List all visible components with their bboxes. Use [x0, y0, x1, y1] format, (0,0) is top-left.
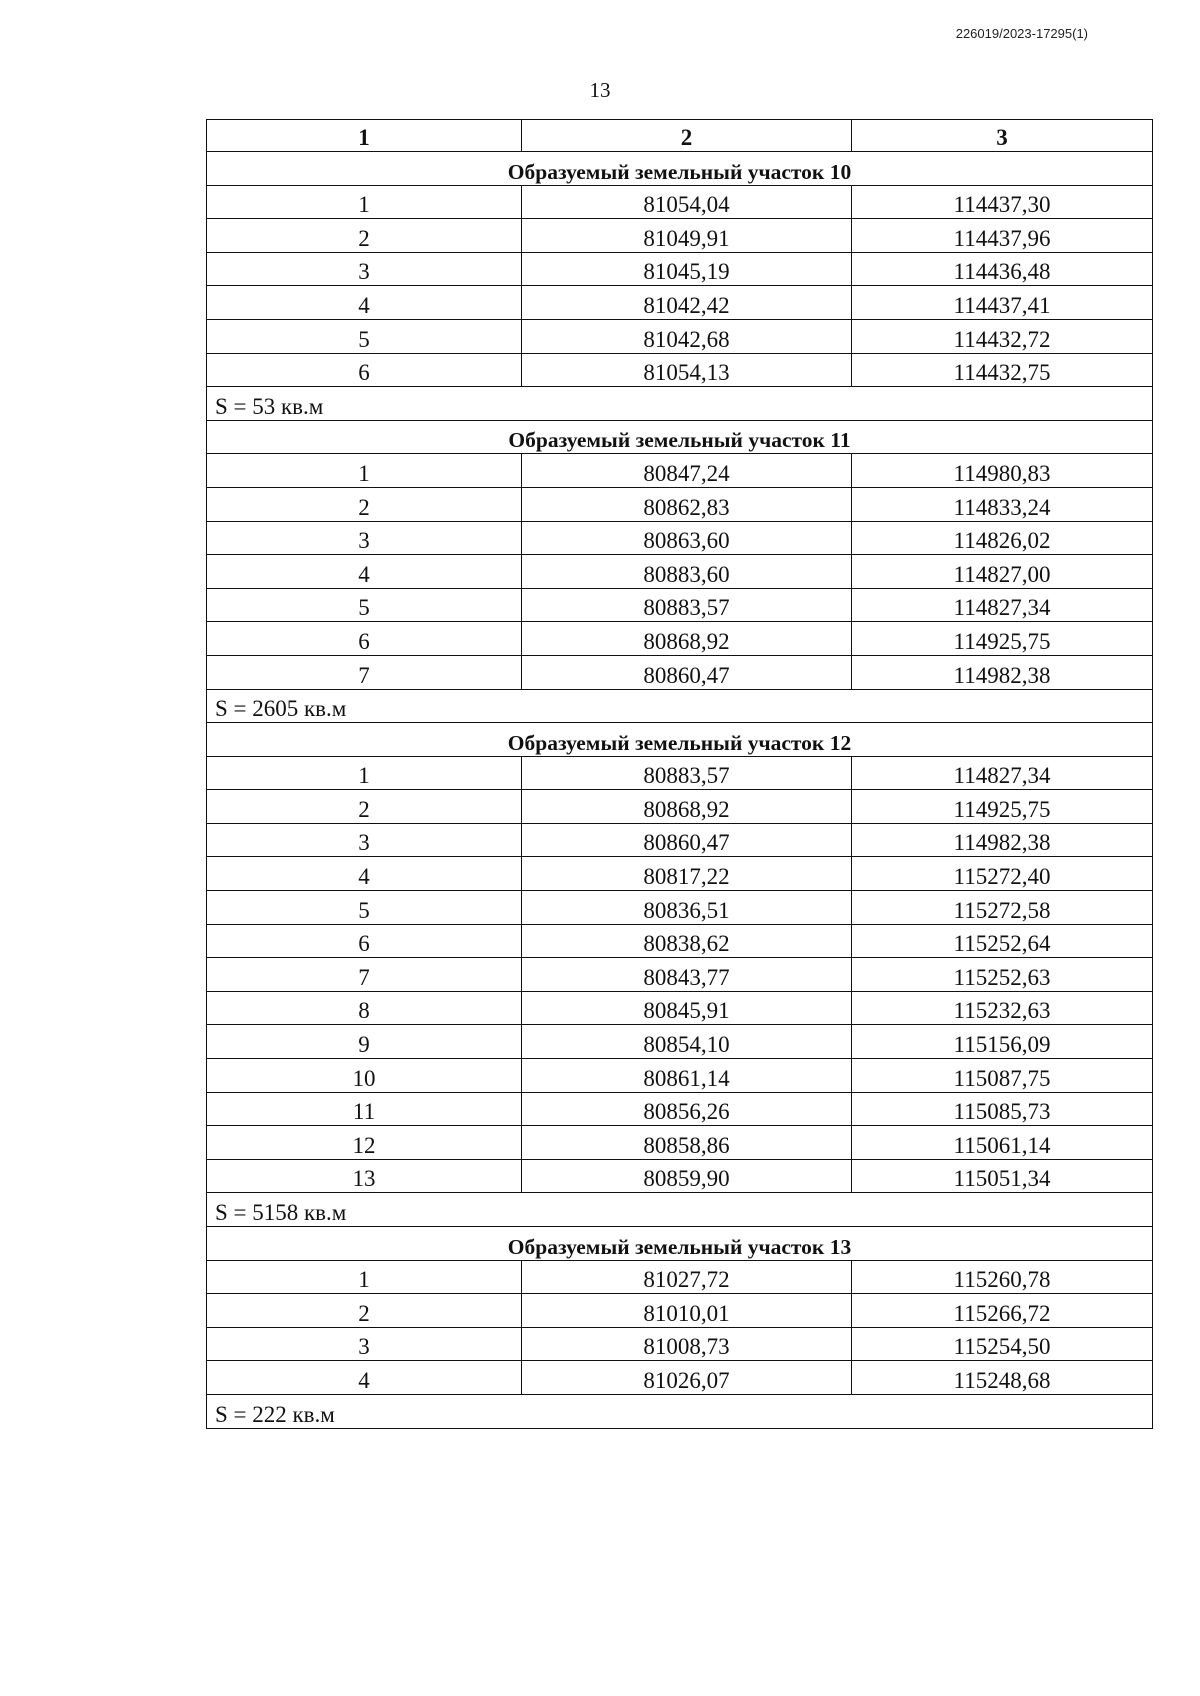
y-coordinate-cell: 114827,00 — [852, 555, 1153, 589]
x-coordinate-cell: 81054,04 — [522, 185, 852, 219]
table-row — [207, 1059, 1153, 1093]
y-coordinate-cell: 114827,34 — [852, 588, 1153, 622]
table-row — [207, 219, 1153, 253]
section-title-row — [207, 1227, 1153, 1261]
table-row — [207, 252, 1153, 286]
y-coordinate-cell: 114925,75 — [852, 622, 1153, 656]
y-coordinate-cell: 114826,02 — [852, 521, 1153, 555]
table-row — [207, 1294, 1153, 1328]
point-number-cell: 5 — [207, 319, 522, 353]
x-coordinate-cell: 80860,47 — [522, 823, 852, 857]
section-title-row — [207, 420, 1153, 454]
point-number-cell: 1 — [207, 1260, 522, 1294]
y-coordinate-cell: 115252,64 — [852, 924, 1153, 958]
table-row — [207, 891, 1153, 925]
point-number-cell: 13 — [207, 1159, 522, 1193]
point-number-cell: 2 — [207, 487, 522, 521]
area-value: S = 2605 кв.м — [207, 689, 1153, 723]
table-row — [207, 1361, 1153, 1395]
table-row — [207, 790, 1153, 824]
y-coordinate-cell: 114437,41 — [852, 286, 1153, 320]
x-coordinate-cell: 80883,57 — [522, 756, 852, 790]
y-coordinate-cell: 115051,34 — [852, 1159, 1153, 1193]
x-coordinate-cell: 80847,24 — [522, 454, 852, 488]
document-number: 226019/2023-17295(1) — [955, 26, 1088, 41]
x-coordinate-cell: 81010,01 — [522, 1294, 852, 1328]
x-coordinate-cell: 81026,07 — [522, 1361, 852, 1395]
area-value: S = 53 кв.м — [207, 387, 1153, 421]
table-row — [207, 319, 1153, 353]
x-coordinate-cell: 81054,13 — [522, 353, 852, 387]
y-coordinate-cell: 115087,75 — [852, 1059, 1153, 1093]
y-coordinate-cell: 114827,34 — [852, 756, 1153, 790]
point-number-cell: 10 — [207, 1059, 522, 1093]
y-coordinate-cell: 115156,09 — [852, 1025, 1153, 1059]
x-coordinate-cell: 80868,92 — [522, 790, 852, 824]
x-coordinate-cell: 80860,47 — [522, 655, 852, 689]
x-coordinate-cell: 80863,60 — [522, 521, 852, 555]
column-header: 2 — [522, 120, 852, 152]
table-row — [207, 1092, 1153, 1126]
table-row — [207, 588, 1153, 622]
coordinates-table — [206, 119, 1153, 1429]
y-coordinate-cell: 115254,50 — [852, 1327, 1153, 1361]
area-row — [207, 387, 1153, 421]
point-number-cell: 4 — [207, 555, 522, 589]
x-coordinate-cell: 80858,86 — [522, 1126, 852, 1160]
x-coordinate-cell: 80862,83 — [522, 487, 852, 521]
x-coordinate-cell: 81042,42 — [522, 286, 852, 320]
point-number-cell: 3 — [207, 823, 522, 857]
column-header: 3 — [852, 120, 1153, 152]
x-coordinate-cell: 81008,73 — [522, 1327, 852, 1361]
y-coordinate-cell: 115248,68 — [852, 1361, 1153, 1395]
x-coordinate-cell: 80838,62 — [522, 924, 852, 958]
point-number-cell: 7 — [207, 655, 522, 689]
y-coordinate-cell: 114436,48 — [852, 252, 1153, 286]
table-row — [207, 185, 1153, 219]
point-number-cell: 4 — [207, 857, 522, 891]
x-coordinate-cell: 80861,14 — [522, 1059, 852, 1093]
table-row — [207, 991, 1153, 1025]
point-number-cell: 6 — [207, 924, 522, 958]
point-number-cell: 5 — [207, 891, 522, 925]
y-coordinate-cell: 115272,58 — [852, 891, 1153, 925]
table-row — [207, 622, 1153, 656]
x-coordinate-cell: 80883,60 — [522, 555, 852, 589]
x-coordinate-cell: 80845,91 — [522, 991, 852, 1025]
y-coordinate-cell: 115085,73 — [852, 1092, 1153, 1126]
table-row — [207, 487, 1153, 521]
y-coordinate-cell: 114925,75 — [852, 790, 1153, 824]
x-coordinate-cell: 80856,26 — [522, 1092, 852, 1126]
y-coordinate-cell: 114432,72 — [852, 319, 1153, 353]
table-row — [207, 1126, 1153, 1160]
x-coordinate-cell: 80868,92 — [522, 622, 852, 656]
area-row — [207, 1394, 1153, 1428]
point-number-cell: 6 — [207, 622, 522, 656]
point-number-cell: 2 — [207, 1294, 522, 1328]
point-number-cell: 3 — [207, 1327, 522, 1361]
table-row — [207, 1260, 1153, 1294]
area-value: S = 5158 кв.м — [207, 1193, 1153, 1227]
y-coordinate-cell: 115266,72 — [852, 1294, 1153, 1328]
section-title: Образуемый земельный участок 12 — [207, 723, 1153, 757]
y-coordinate-cell: 114833,24 — [852, 487, 1153, 521]
point-number-cell: 9 — [207, 1025, 522, 1059]
section-title: Образуемый земельный участок 11 — [207, 420, 1153, 454]
table-row — [207, 286, 1153, 320]
x-coordinate-cell: 81045,19 — [522, 252, 852, 286]
x-coordinate-cell: 80859,90 — [522, 1159, 852, 1193]
table-row — [207, 555, 1153, 589]
point-number-cell: 3 — [207, 252, 522, 286]
y-coordinate-cell: 114982,38 — [852, 655, 1153, 689]
table-row — [207, 1159, 1153, 1193]
x-coordinate-cell: 80883,57 — [522, 588, 852, 622]
coordinates-table-body — [207, 120, 1153, 1429]
x-coordinate-cell: 81042,68 — [522, 319, 852, 353]
table-row — [207, 1327, 1153, 1361]
point-number-cell: 6 — [207, 353, 522, 387]
y-coordinate-cell: 114432,75 — [852, 353, 1153, 387]
area-row — [207, 689, 1153, 723]
x-coordinate-cell: 80836,51 — [522, 891, 852, 925]
y-coordinate-cell: 115272,40 — [852, 857, 1153, 891]
point-number-cell: 4 — [207, 1361, 522, 1395]
area-row — [207, 1193, 1153, 1227]
point-number-cell: 7 — [207, 958, 522, 992]
point-number-cell: 8 — [207, 991, 522, 1025]
point-number-cell: 5 — [207, 588, 522, 622]
section-title-row — [207, 152, 1153, 186]
x-coordinate-cell: 80843,77 — [522, 958, 852, 992]
area-value: S = 222 кв.м — [207, 1394, 1153, 1428]
point-number-cell: 1 — [207, 185, 522, 219]
point-number-cell: 4 — [207, 286, 522, 320]
x-coordinate-cell: 80817,22 — [522, 857, 852, 891]
table-row — [207, 756, 1153, 790]
x-coordinate-cell: 80854,10 — [522, 1025, 852, 1059]
point-number-cell: 3 — [207, 521, 522, 555]
y-coordinate-cell: 115252,63 — [852, 958, 1153, 992]
column-header: 1 — [207, 120, 522, 152]
table-row — [207, 958, 1153, 992]
y-coordinate-cell: 115232,63 — [852, 991, 1153, 1025]
y-coordinate-cell: 114982,38 — [852, 823, 1153, 857]
table-row — [207, 1025, 1153, 1059]
point-number-cell: 12 — [207, 1126, 522, 1160]
table-row — [207, 353, 1153, 387]
section-title-row — [207, 723, 1153, 757]
x-coordinate-cell: 81049,91 — [522, 219, 852, 253]
table-row — [207, 454, 1153, 488]
y-coordinate-cell: 114437,30 — [852, 185, 1153, 219]
table-row — [207, 823, 1153, 857]
table-header-row — [207, 120, 1153, 152]
page-number: 13 — [589, 78, 611, 102]
point-number-cell: 2 — [207, 219, 522, 253]
point-number-cell: 1 — [207, 454, 522, 488]
section-title: Образуемый земельный участок 10 — [207, 152, 1153, 186]
table-row — [207, 857, 1153, 891]
y-coordinate-cell: 114980,83 — [852, 454, 1153, 488]
table-row — [207, 655, 1153, 689]
point-number-cell: 2 — [207, 790, 522, 824]
point-number-cell: 1 — [207, 756, 522, 790]
y-coordinate-cell: 115260,78 — [852, 1260, 1153, 1294]
section-title: Образуемый земельный участок 13 — [207, 1227, 1153, 1261]
x-coordinate-cell: 81027,72 — [522, 1260, 852, 1294]
y-coordinate-cell: 115061,14 — [852, 1126, 1153, 1160]
y-coordinate-cell: 114437,96 — [852, 219, 1153, 253]
table-row — [207, 521, 1153, 555]
table-row — [207, 924, 1153, 958]
point-number-cell: 11 — [207, 1092, 522, 1126]
